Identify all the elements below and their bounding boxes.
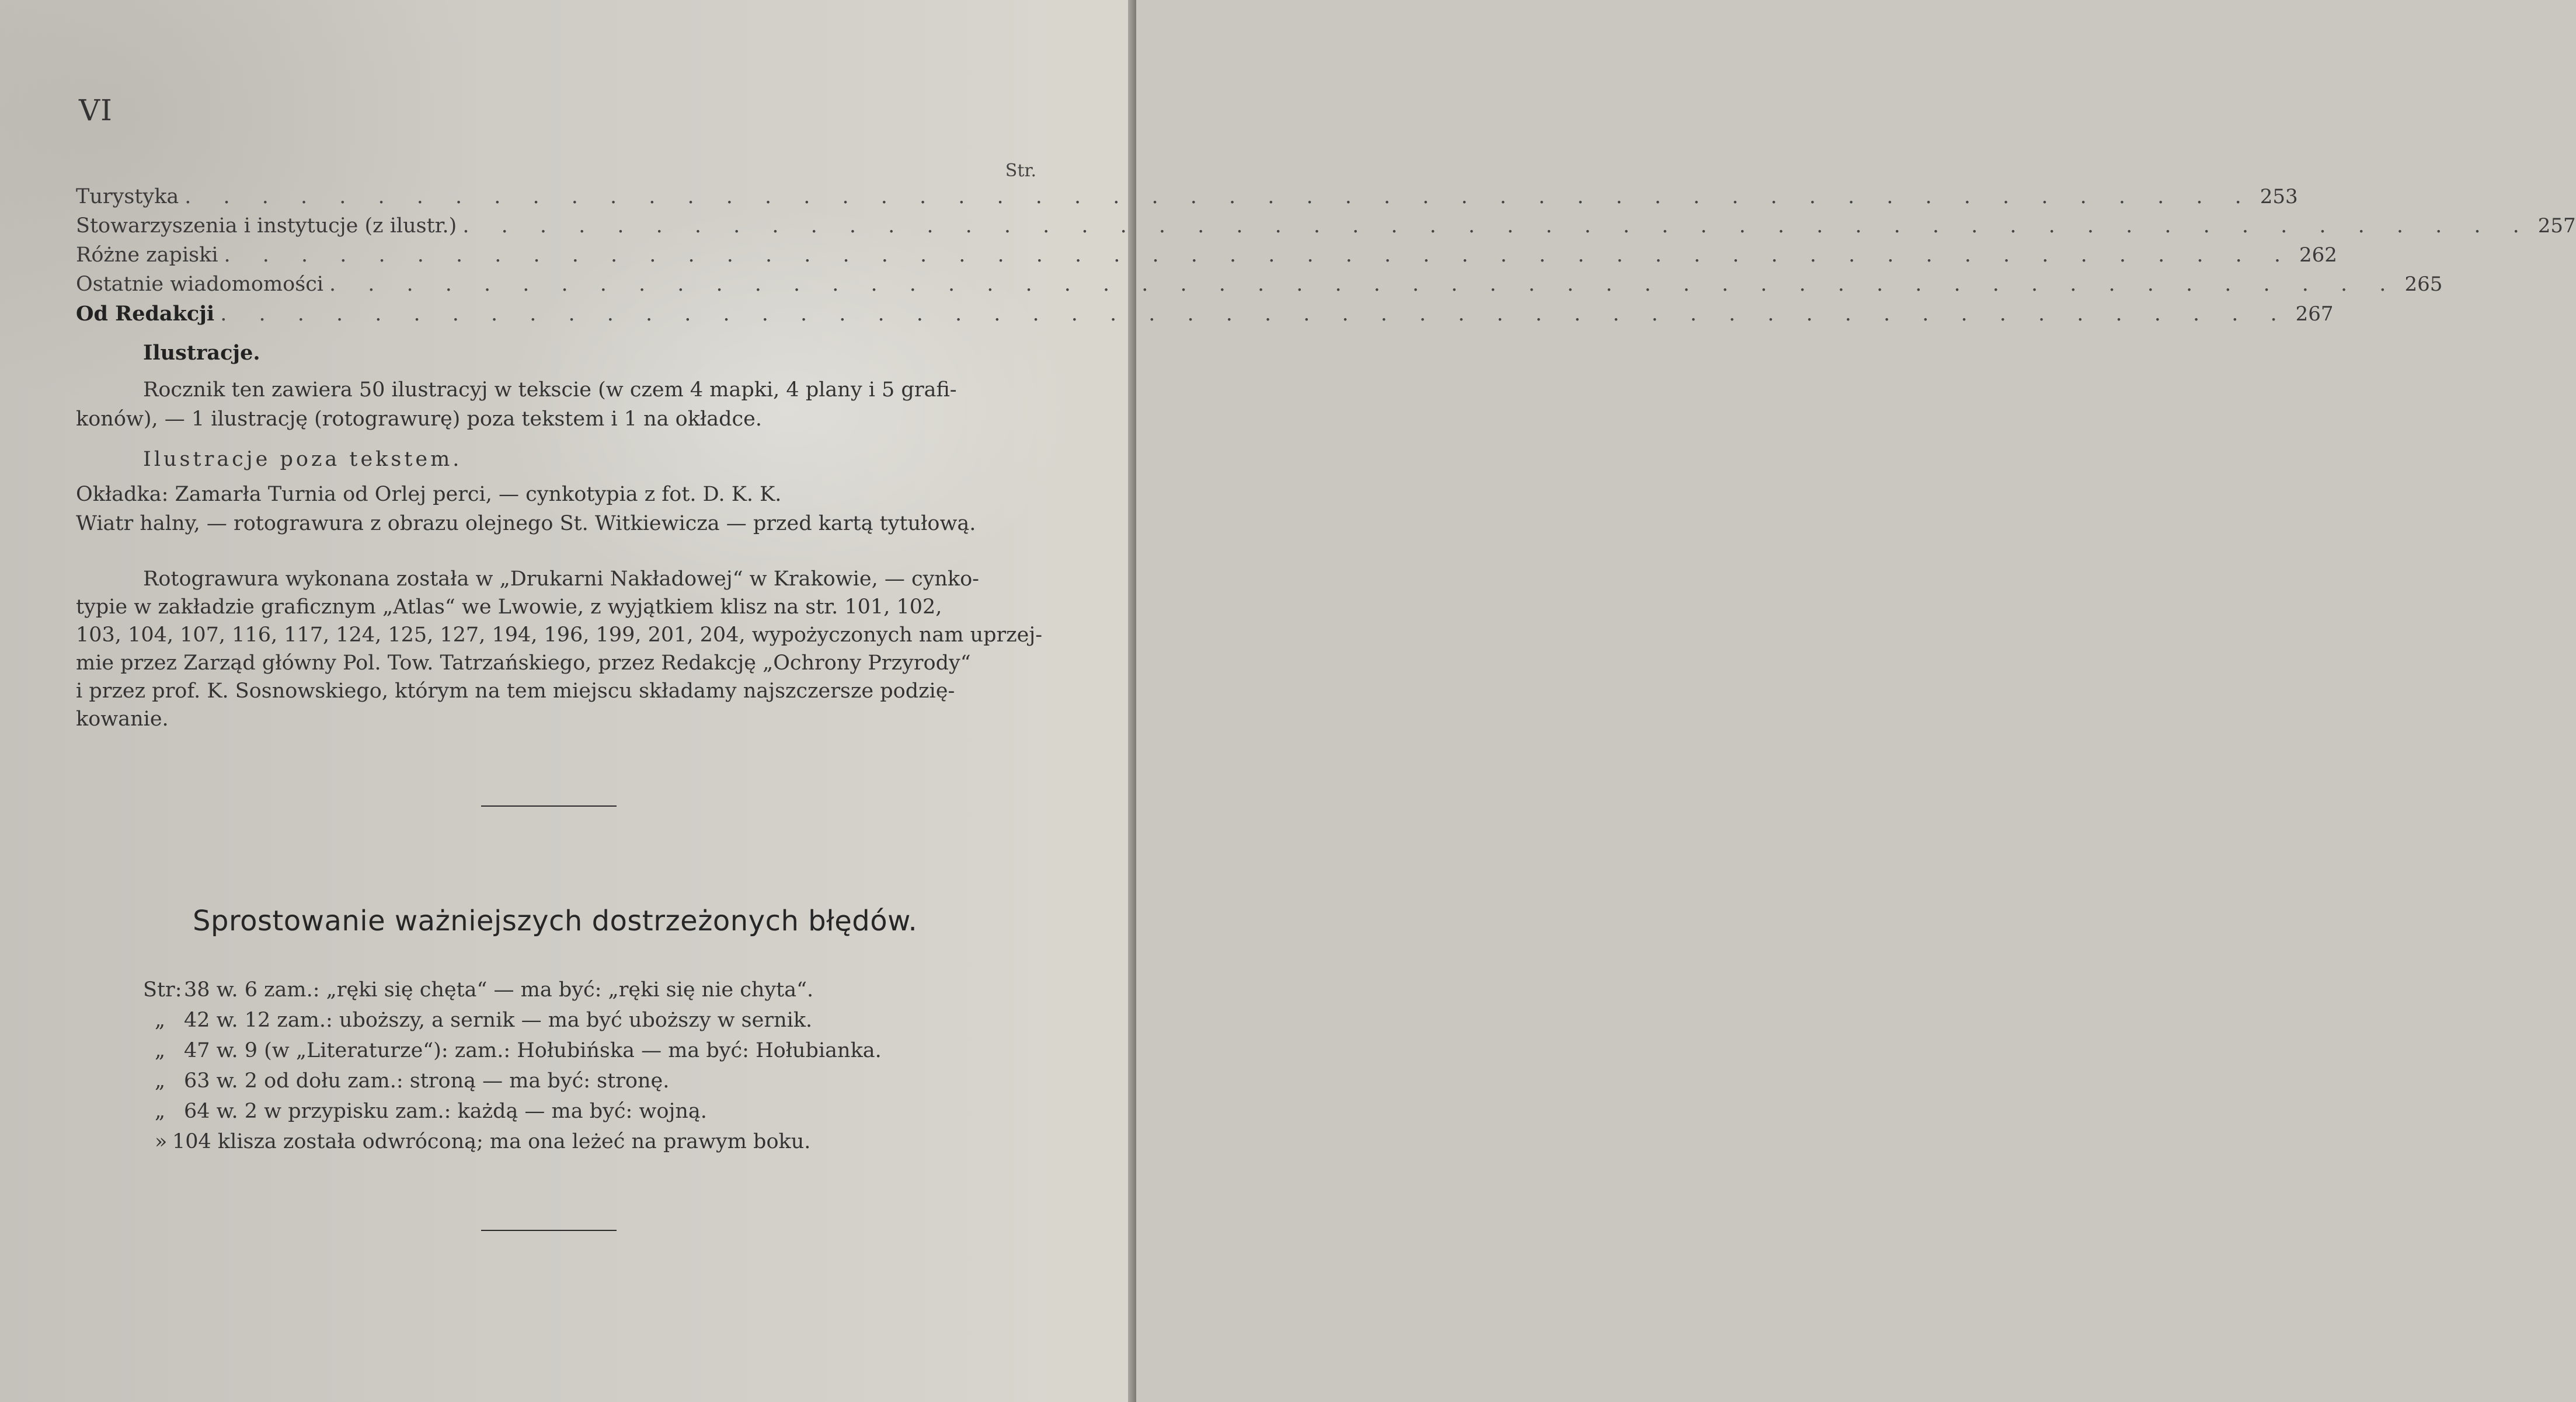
section-divider xyxy=(481,805,617,807)
errata-text: 63 w. 2 od dołu zam.: stroną — ma być: stronę. xyxy=(184,1069,670,1093)
errata-text: 42 w. 12 zam.: uboższy, a sernik — ma być uboższy w sernik. xyxy=(184,1009,813,1032)
toc-entry-page: 253 xyxy=(2260,185,2298,208)
toc-leader-dots: . . . . . . . . . . . . . . . . . . . . . . . . . . . . . . . . . . . . . . . . . . . . . . . . . . . . . . xyxy=(185,185,2254,208)
outside-text-item: Wiatr halny, — rotograwura z obrazu olejnego St. Witkiewicza — przed kartą tytułową. xyxy=(76,512,976,535)
errata-prefix: „ xyxy=(155,1039,166,1062)
text-line: mie przez Zarząd główny Pol. Tow. Tatrzańskiego, przez Redakcję „Ochrony Przyrody“ xyxy=(76,651,971,675)
errata-text: 104 klisza została odwróconą; ma ona leżeć na prawym boku. xyxy=(172,1130,811,1153)
toc-entry-label: Różne zapiski xyxy=(76,243,218,267)
toc-entry xyxy=(76,273,2443,302)
errata-text: 64 w. 2 w przypisku zam.: każdą — ma być: wojną. xyxy=(184,1100,707,1123)
text-line: kowanie. xyxy=(76,707,169,731)
text-line: Rotograwura wykonana została w „Drukarni Nakładowej“ w Krakowie, — cynko- xyxy=(143,567,980,591)
outside-text-heading: Ilustracje poza tekstem. xyxy=(143,448,462,471)
errata-title: Sprostowanie ważniejszych dostrzeżonych błędów. xyxy=(193,905,918,937)
errata-row xyxy=(143,1005,882,1035)
credits-paragraph xyxy=(76,565,1043,733)
toc-entry xyxy=(76,185,2298,214)
toc-entry-label: Stowarzyszenia i instytucje (z ilustr.) xyxy=(76,214,457,238)
illustrations-summary xyxy=(76,375,1036,434)
text-line: typie w zakładzie graficznym „Atlas“ we Lwowie, z wyjątkiem klisz na str. 101, 102, xyxy=(76,595,942,619)
errata-row xyxy=(143,1035,882,1066)
errata-prefix: „ xyxy=(155,1069,166,1093)
errata-prefix: „ xyxy=(155,1009,166,1032)
table-of-contents xyxy=(76,161,2576,331)
toc-entry xyxy=(76,214,2576,243)
toc-page-column-header: Str. xyxy=(1005,161,1036,181)
outside-text-list xyxy=(76,480,1036,538)
errata-prefix: „ xyxy=(155,1100,166,1123)
page-number-roman: VI xyxy=(79,93,113,127)
toc-entry-page: 265 xyxy=(2404,273,2443,296)
errata-row xyxy=(143,1127,882,1157)
text-line: konów), — 1 ilustrację (rotograwurę) poza tekstem i 1 na okładce. xyxy=(76,407,762,431)
toc-entry xyxy=(76,243,2337,273)
toc-leader-dots: . . . . . . . . . . . . . . . . . . . . . . . . . . . . . . . . . . . . . . . . . . . . . . . . . . . . . . xyxy=(462,214,2532,238)
toc-entry-label: Ostatnie wiadomomości xyxy=(76,273,323,296)
toc-leader-dots: . . . . . . . . . . . . . . . . . . . . . . . . . . . . . . . . . . . . . . . . . . . . . . . . . . . . . . xyxy=(220,302,2290,326)
toc-entry-page: 267 xyxy=(2295,302,2334,326)
errata-row xyxy=(143,1096,882,1127)
illustrations-heading: Ilustracje. xyxy=(143,341,260,365)
toc-leader-dots: . . . . . . . . . . . . . . . . . . . . . . . . . . . . . . . . . . . . . . . . . . . . . . . . . . . . . . xyxy=(224,243,2293,267)
page-edge-shadow xyxy=(1128,0,1136,1402)
errata-text: 47 w. 9 (w „Literaturze“): zam.: Hołubińska — ma być: Hołubianka. xyxy=(184,1039,882,1062)
toc-entry-page: 257 xyxy=(2537,214,2576,238)
toc-entry-label: Od Redakcji xyxy=(76,302,215,326)
text-line: i przez prof. K. Sosnowskiego, którym na tem miejscu składamy najszczersze podzię- xyxy=(76,679,955,703)
text-line: Rocznik ten zawiera 50 ilustracyj w tekscie (w czem 4 mapki, 4 plany i 5 grafi- xyxy=(143,378,957,402)
text-line: 103, 104, 107, 116, 117, 124, 125, 127, 194, 196, 199, 201, 204, wypożyczonych nam uprzej- xyxy=(76,623,1043,647)
toc-leader-dots: . . . . . . . . . . . . . . . . . . . . . . . . . . . . . . . . . . . . . . . . . . . . . . . . . . . . . . xyxy=(329,273,2399,296)
errata-prefix: » xyxy=(155,1130,168,1153)
errata-row xyxy=(143,975,882,1005)
section-divider xyxy=(481,1230,617,1231)
outside-text-item: Okładka: Zamarła Turnia od Orlej perci, — cynkotypia z fot. D. K. K. xyxy=(76,483,782,506)
errata-row xyxy=(143,1066,882,1096)
errata-text: 38 w. 6 zam.: „ręki się chęta“ — ma być: „ręki się nie chyta“. xyxy=(184,978,814,1002)
toc-entry-label: Turystyka xyxy=(76,185,179,208)
errata-prefix: Str: xyxy=(143,978,182,1002)
toc-entry-page: 262 xyxy=(2299,243,2337,267)
toc-entry xyxy=(76,302,2334,331)
errata-list xyxy=(143,975,882,1157)
